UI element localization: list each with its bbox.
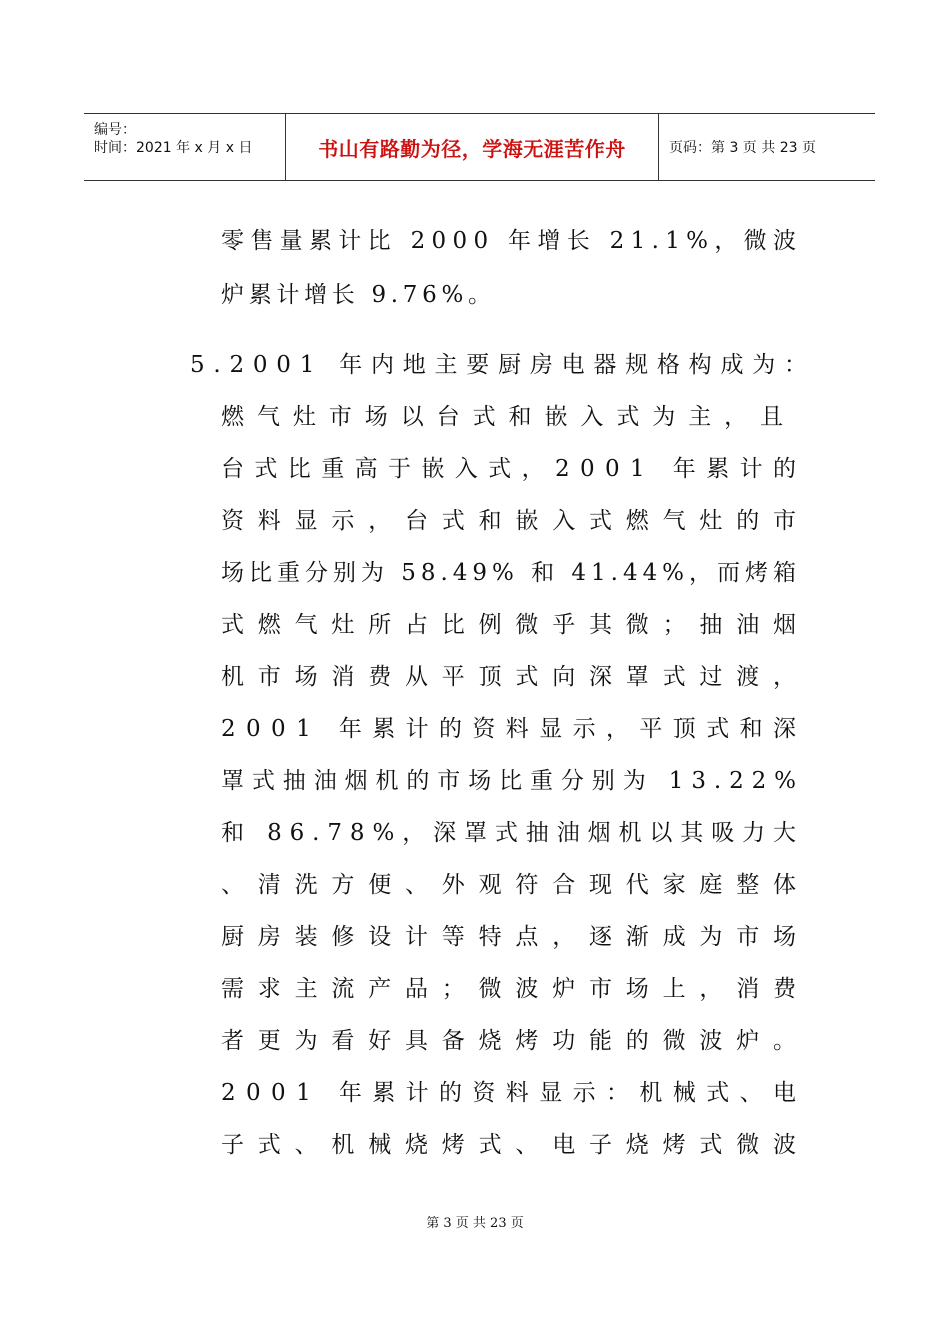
body-line: 、清洗方便、外观符合现代家庭整体 — [221, 872, 810, 898]
number-label: 编号： — [94, 122, 136, 138]
body-line: 式燃气灶所占比例微乎其微；抽油烟 — [221, 612, 810, 638]
body-line: 资料显示，台式和嵌入式燃气灶的市 — [221, 508, 810, 534]
body-line: 燃气灶市场以台式和嵌入式为主，且 — [221, 404, 796, 430]
body-line: 罩式抽油烟机的市场比重分别为 13.22% — [221, 768, 804, 794]
body-line: 机市场消费从平顶式向深罩式过渡， — [221, 664, 810, 690]
document-header — [84, 113, 875, 181]
header-motto-cell — [285, 114, 659, 180]
body-line: 2001 年累计的资料显示：机械式、电 — [221, 1080, 807, 1106]
body-line: 场比重分别为 58.49% 和 41.44%，而烤箱 — [221, 560, 801, 586]
body-line: 和 86.78%，深罩式抽油烟机以其吸力大 — [221, 820, 804, 846]
body-line: 台式比重高于嵌入式，2001 年累计的 — [221, 456, 807, 482]
body-line: 零售量累计比 2000 年增长 21.1%，微波 — [221, 228, 803, 254]
body-line: 厨房装修设计等特点，逐渐成为市场 — [221, 924, 810, 950]
body-line: 5.2001 年内地主要厨房电器规格构成为： — [190, 352, 816, 378]
body-line: 2001 年累计的资料显示，平顶式和深 — [221, 716, 807, 742]
page-footer: 第 3 页 共 23 页 — [426, 1216, 524, 1231]
motto-text: 书山有路勤为径，学海无涯苦作舟 — [318, 136, 626, 161]
body-line: 需求主流产品；微波炉市场上，消费 — [221, 976, 810, 1002]
body-line: 子式、机械烧烤式、电子烧烤式微波 — [221, 1132, 810, 1158]
page-info: 页码：第 3 页 共 23 页 — [669, 140, 816, 156]
body-line: 炉累计增长 9.76%。 — [221, 282, 496, 308]
header-page-cell — [659, 114, 875, 180]
time-label: 时间：2021 年 x 月 x 日 — [94, 140, 253, 156]
body-line: 者更为看好具备烧烤功能的微波炉。 — [221, 1028, 810, 1054]
header-meta-cell — [84, 114, 285, 180]
